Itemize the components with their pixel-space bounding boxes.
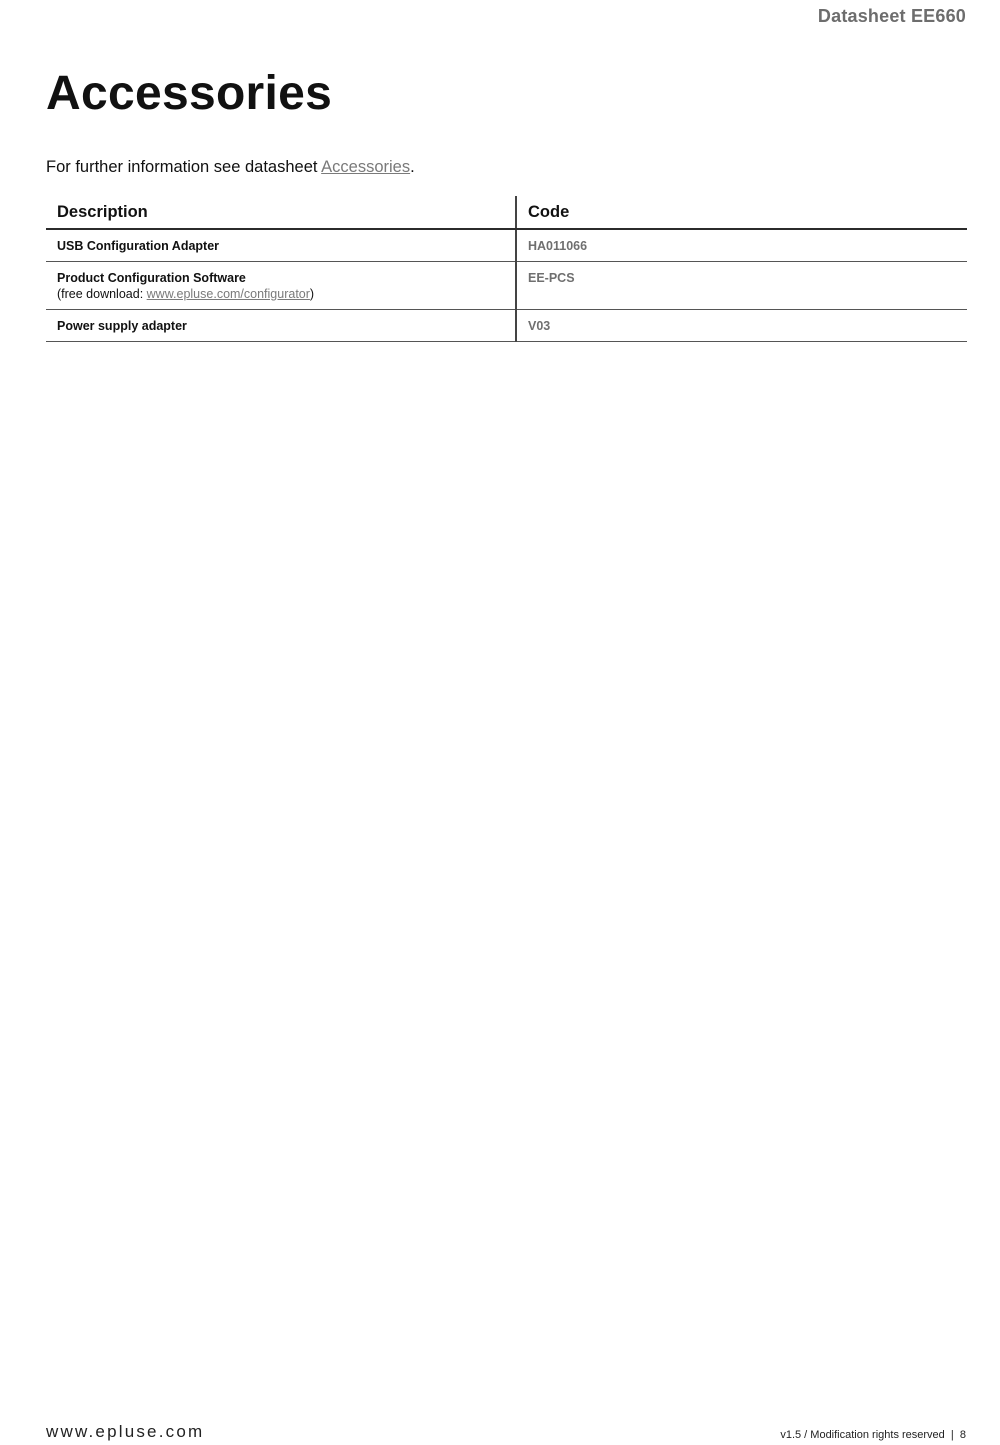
table-row — [46, 229, 967, 262]
footer-version-page: v1.5 / Modification rights reserved | 8 — [780, 1429, 966, 1441]
footer-website: www.epluse.com — [46, 1422, 205, 1441]
code-cell: EE-PCS — [516, 262, 967, 310]
accessory-note — [57, 286, 505, 302]
description-cell — [46, 229, 516, 262]
description-cell — [46, 262, 516, 310]
table-row — [46, 310, 967, 342]
note-suffix: ) — [309, 287, 315, 301]
code-cell: V03 — [516, 310, 967, 342]
table-row — [46, 262, 967, 310]
description-column-header: Description — [46, 196, 516, 229]
code-column-header: Code — [516, 196, 967, 229]
intro-paragraph — [46, 158, 415, 177]
accessories-table — [46, 196, 967, 342]
document-header-title: Datasheet EE660 — [817, 6, 966, 26]
intro-text: For further information see datasheet — [46, 158, 322, 176]
accessory-name: Product Configuration Software — [57, 271, 246, 285]
code-cell: HA011066 — [516, 229, 967, 262]
description-cell — [46, 310, 516, 342]
configurator-download-link[interactable]: www.epluse.com/configurator — [146, 287, 310, 301]
accessory-name: Power supply adapter — [57, 319, 187, 333]
table-header-row — [46, 196, 967, 229]
accessory-name: USB Configuration Adapter — [57, 239, 220, 253]
accessories-datasheet-link[interactable]: Accessories — [321, 158, 411, 176]
page-title: Accessories — [46, 67, 333, 120]
intro-suffix: . — [410, 158, 415, 176]
note-prefix: (free download: — [57, 287, 147, 301]
